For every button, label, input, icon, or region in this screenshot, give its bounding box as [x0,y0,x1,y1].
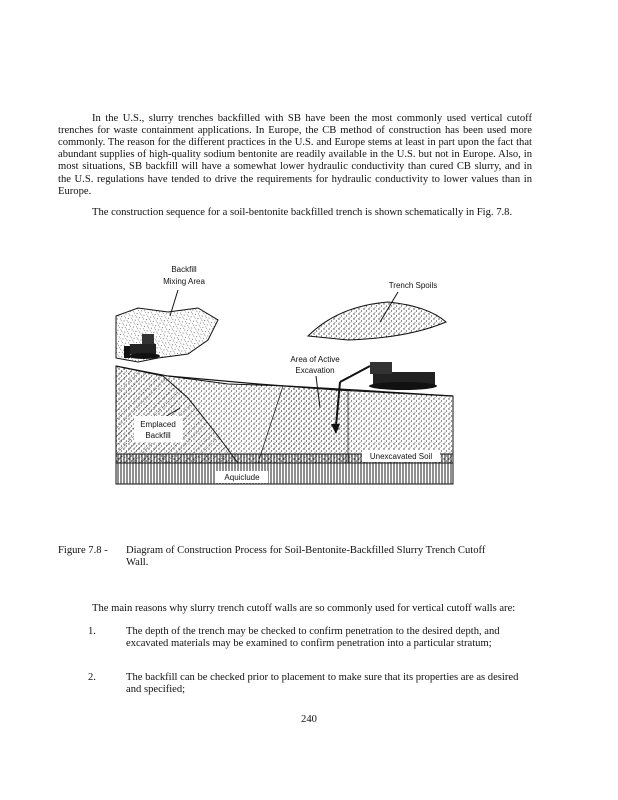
trench-spoils-pile [308,302,446,340]
list-item-text: The backfill can be checked prior to placement to make sure that its properties are as desired and specified; [126,672,519,696]
label-mixing-area: Mixing Area [163,277,205,286]
label-excavation: Excavation [295,366,335,375]
label-emplaced: Emplaced [140,420,176,429]
label-trench-spoils: Trench Spoils [388,281,438,290]
caption-label: Figure 7.8 - [58,545,108,556]
figure-7-8-diagram [108,258,460,494]
label-backfill-emplaced: Backfill [145,431,171,440]
label-aquiclude: Aquiclude [224,473,260,482]
label-backfill: Backfill [171,265,197,274]
paragraph-1: In the U.S., slurry trenches backfilled with SB have been the most commonly used vertical cutoff trenches for waste containment applications. In Europe, the CB method of construction has been used more commonly. The reason for the different practices in the U.S. and Europe stems at least in part upon the fact that abundant supplies of high-quality sodium bentonite are readily available in the U.S. but not in Europe. Also, in most situations, SB backfill will have a somewhat lower hydraulic conductivity than cured CB slurry, and in the U.S. regulations have tended to drive the requirements for hydraulic conductivity to lower values than in Europe. [58,112,532,197]
caption-text: Diagram of Construction Process for Soil-Bentonite-Backfilled Slurry Trench Cutoff Wall. [126,545,486,568]
label-area-of-active: Area of Active [290,355,340,364]
page-number: 240 [301,714,317,725]
list-item-number: 1. [88,626,96,637]
label-unexcavated-soil: Unexcavated Soil [369,452,433,461]
paragraph-2: The construction sequence for a soil-bentonite backfilled trench is shown schematically in Fig. 7.8. [92,206,513,218]
list-intro: The main reasons why slurry trench cutoff walls are so commonly used for vertical cutoff walls are: [92,602,516,614]
list-item-text: The depth of the trench may be checked to confirm penetration to the desired depth, and excavated materials may be examined to confirm penetration into a particular stratum; [126,626,500,650]
list-item-number: 2. [88,672,96,683]
